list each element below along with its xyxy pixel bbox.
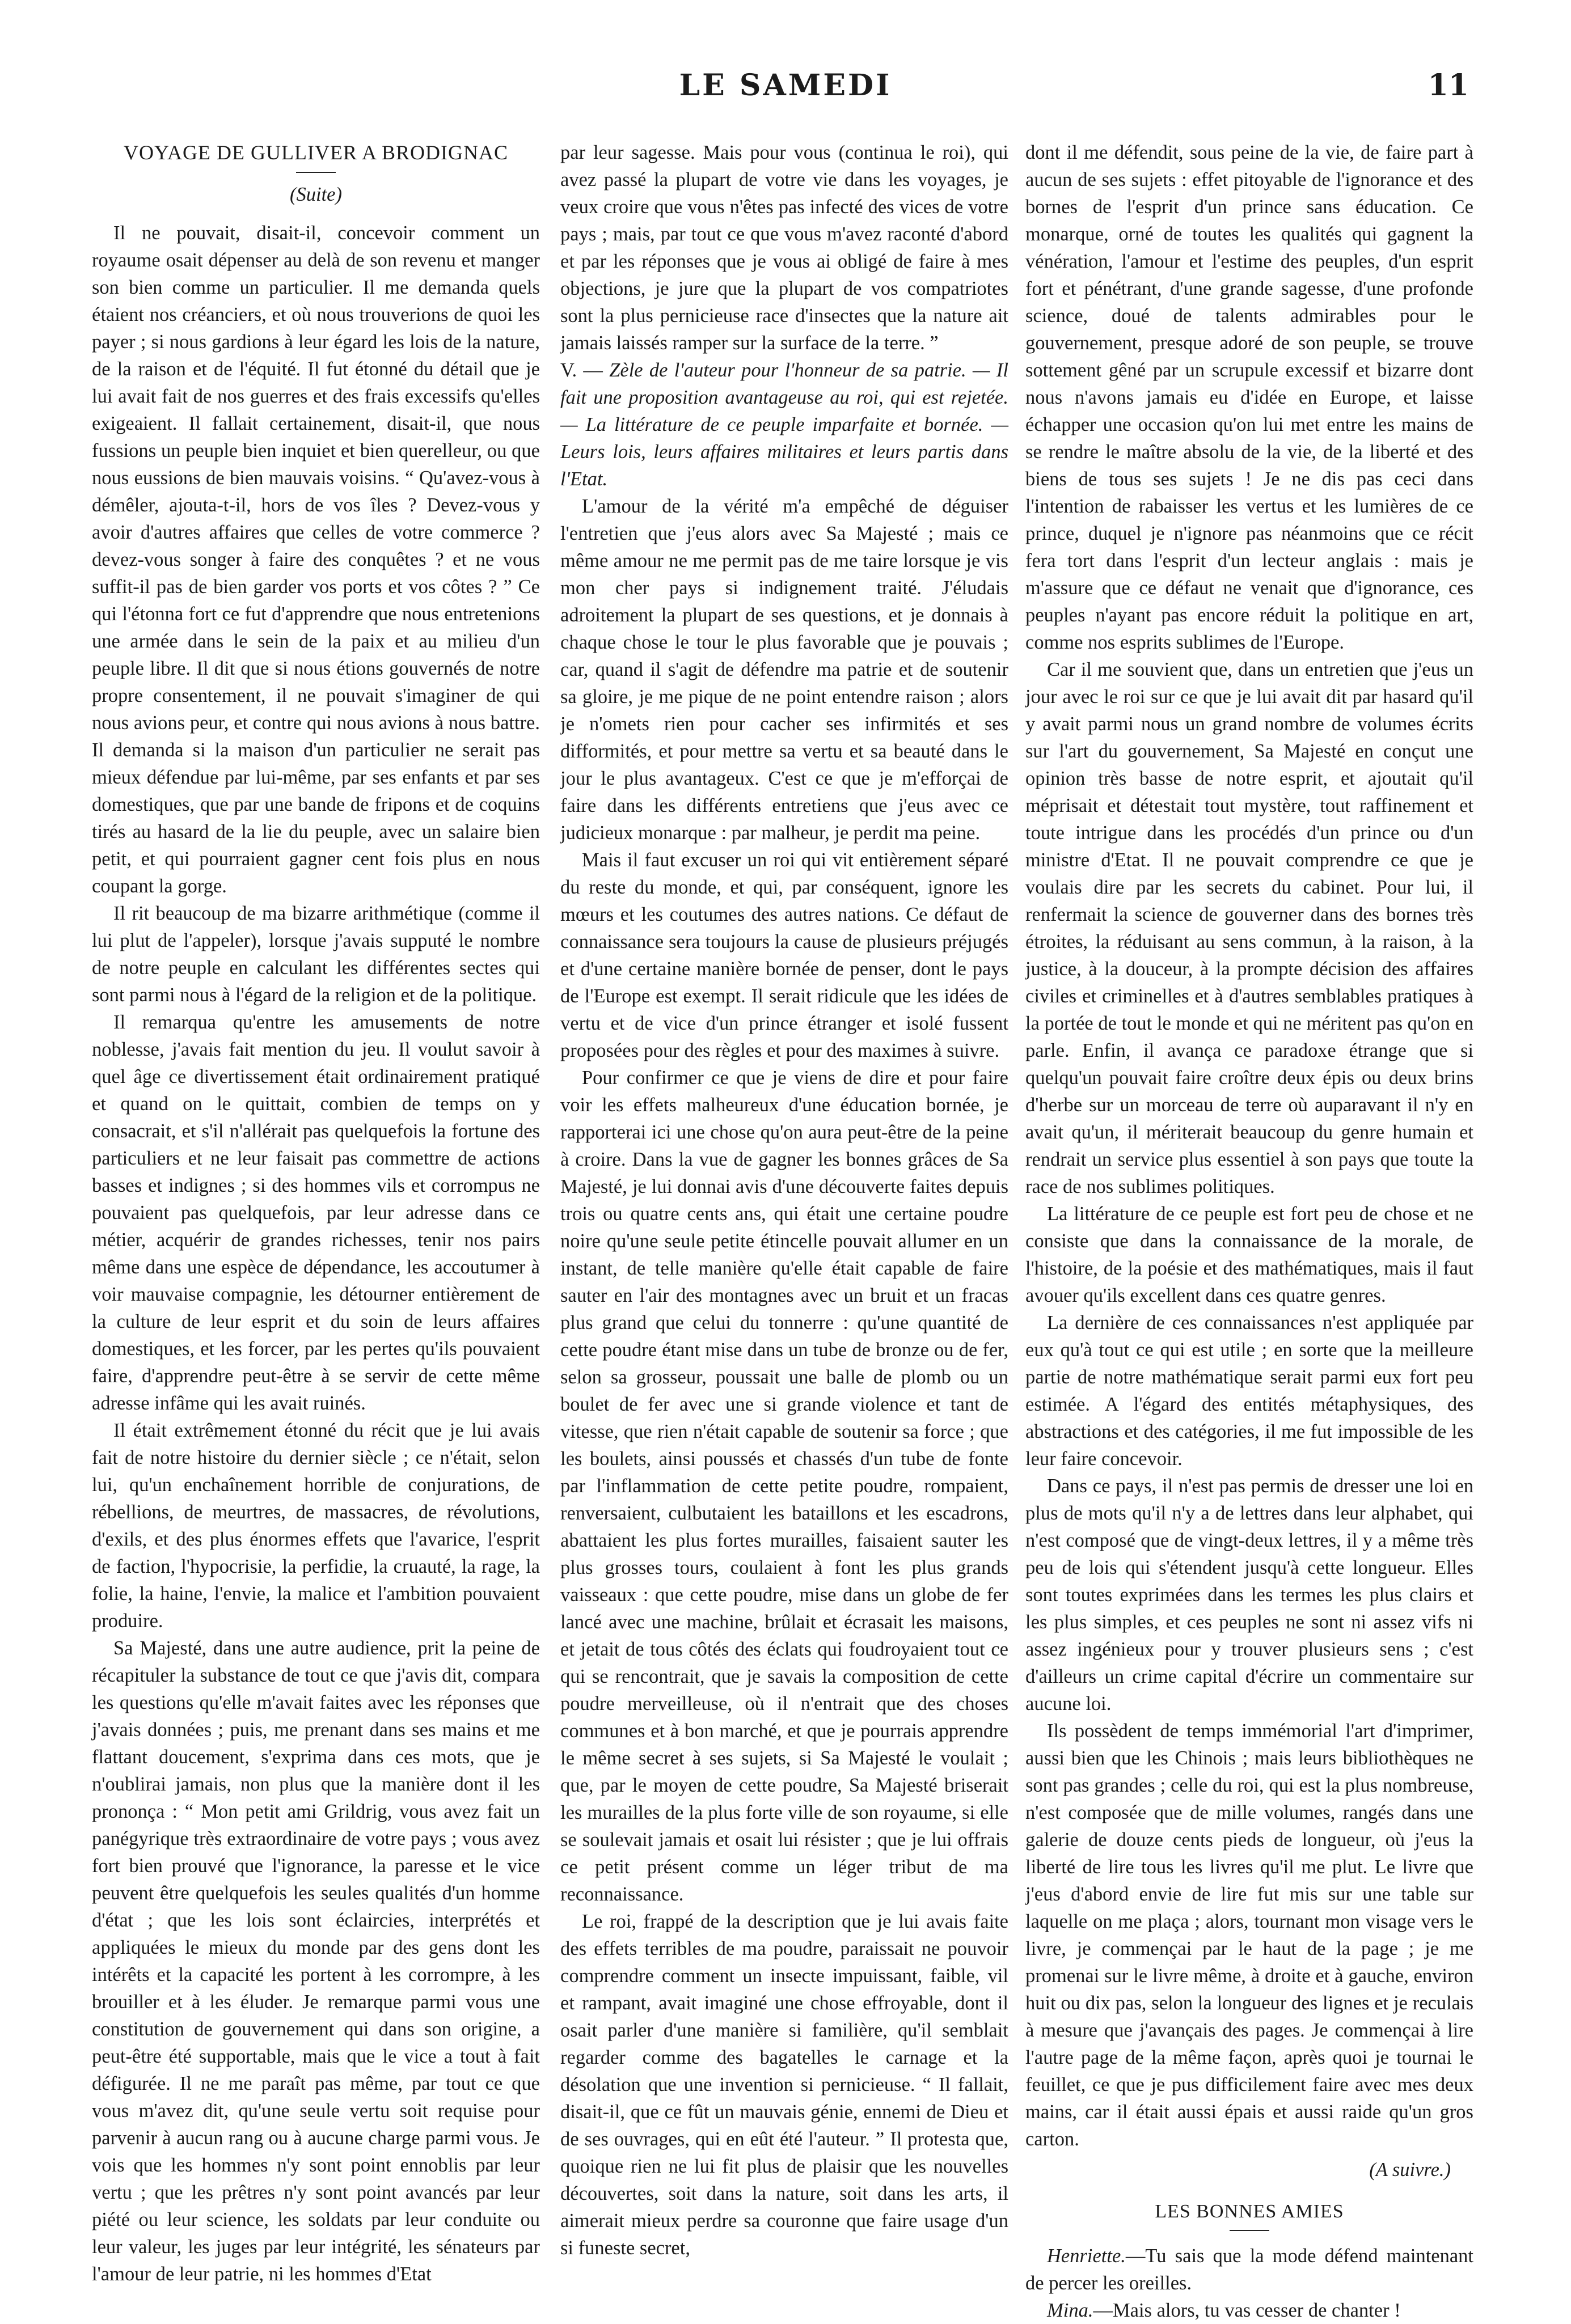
line-text: —Mais alors, tu vas cesser de chanter ! [1093,2300,1401,2321]
chapter-summary [560,357,1008,493]
dialogue-line [1025,2242,1473,2297]
paragraph: Car il me souvient que, dans un entretien que j'eus un jour avec le roi sur ce que je lui avait dit par hasard qu'il y avait parmi nous un grand nombre de volumes écrits sur l'art du gouvernement, Sa Majesté en conçut une opinion très basse de notre esprit, et ajoutait qu'il méprisait et détestait tout mystère, tout raffinement et toute intrigue dans les procédés d'un prince ou d'un ministre d'Etat. Il ne pouvait comprendre ce que je voulais dire par les secrets du cabinet. Pour lui, il renfermait la science de gouverner dans des bornes très étroites, la réduisant au sens commun, à la raison, à la justice, à la douceur, à la promptе décision des affaires civiles et criminelles et à d'autres semblables pratiques à la portée de tout le monde et qui ne méritent pas qu'on en parle. Enfin, il avança ce paradoxe étrange que si quelqu'un pouvait faire croître deux épis ou deux brins d'herbe sur un morceau de terre où auparavant il n'y en avait qu'un, il mériterait beaucoup du genre humain et rendrait un service plus essentiel à son pays que toute la race de nos sublimes politiques. [1025,659,1473,1197]
masthead: LE SAMEDI [679,68,892,103]
paragraph: par leur sagesse. Mais pour vous (continua le roi), qui avez passé la plupart de votre vie dans les voyages, je veux croire que vous n'êtes pas infecté des vices de votre pays ; mais, par tout ce que vous m'avez raconté d'abord et par les réponses que je vous ai obligé de faire à mes objections, je jure que la plupart de vos compatriotes sont la plus pernicieuse race d'insectes que la nature ait jamais laissés ramper sur la surface de la terre. ” [560,142,1008,354]
section-title: LES BONNES AMIES [1155,2201,1344,2222]
paragraph: L'amour de la vérité m'a empêché de déguiser l'entretien que j'eus alors avec Sa Majesté ; mais ce même amour ne me permit pas de me taire lorsque je vis mon cher pays si indignement traité. J'éludais adroitement la plupart de ses questions, et je donnais à chaque chose le tour le plus favorable que je pouvais ; car, quand il s'agit de défendre ma patrie et de soutenir sa gloire, je me pique de ne point entendre raison ; alors je n'omets rien pour cacher ses infirmités et ses difformités, et pour mettre sa vertu et sa beauté dans le jour le plus avantageux. C'est ce que je m'efforçai de faire dans les différents entretiens que j'eus avec ce judicieux monarque : par malheur, je perdit ma peine. [560,496,1008,844]
paragraph: Pour confirmer ce que je viens de dire et pour faire voir les effets malheureux d'une éducation bornée, je rapporterai ici une chose qu'on aura peut-être de la peine à croire. Dans la vue de gagner les bonnes grâces de Sa Majesté, je lui donnai avis d'une découverte faites depuis trois ou quatre cents ans, qui était une certaine poudre noire qu'une seule petite étincelle pouvait allumer en un instant, de telle manière qu'elle était capable de faire sauter en l'air des montagnes avec un bruit et un fracas plus grand que celui du tonnerre : qu'une quantité de cette poudre étant mise dans un tube de bronze ou de fer, selon sa grosseur, poussait une balle de plomb ou un boulet de fer avec une si grande violence et tant de vitesse, que rien n'était capable de soutenir sa force ; que les boulets, ainsi poussés et chassés d'un tube de fonte par l'inflammation de cette petite poudre, rompaient, renversaient, culbutaient les bataillons et les escadrons, abattaient les plus fortes murailles, faisaient sauter les plus grosses tours, coulaient à font les plus grands vaisseaux : que cette poudre, mise dans un globe de fer lancé avec une machine, brûlait et écrasait les maisons, et jetait de tous côtés des éclats qui foudroyaient tout ce qui se rencontrait, que je savais la composition de cette poudre merveilleuse, où il n'entrait que des choses communes et à bon marché, et que je pourrais apprendre le même secret à ses sujets, si Sa Majesté le voulait ; que, par le moyen de cette poudre, Sa Majesté briserait les murailles de la plus forte ville de son royaume, si elle se soulevait jamais et osait lui résister ; que je lui offrais ce petit présent comme un léger tribut de ma reconnaissance. [560,1067,1008,1905]
chapter-number: V. — [560,359,603,381]
paragraph: La dernière de ces connaissances n'est appliquée par eux qu'à tout ce qui est utile ; en sorte que la meilleure partie de notre mathématique serait parmi eux fort peu estimée. A l'égard des entités métaphysiques, des abstractions et des catégories, il me fut impossible de les leur faire concevoir. [1025,1312,1473,1470]
paragraph: Dans ce pays, il n'est pas permis de dresser une loi en plus de mots qu'il n'y a de lettres dans leur alphabet, qui n'est composé que de vingt-deux lettres, il y a même très peu de lois qui s'étendent jusqu'à cette longueur. Elles sont toutes exprimées dans les termes les plus clairs et les plus simples, et ces peuples ne sont ni assez vifs ni assez ingénieux pour y trouver plusieurs sens ; c'est d'ailleurs un crime capital d'écrire un commentaire sur aucune loi. [1025,1475,1473,1715]
paragraph: dont il me défendit, sous peine de la vie, de faire part à aucun de ses sujets : effet pitoyable de l'ignorance et des bornes de l'esprit d'un prince sans éducation. Ce monarque, orné de toutes les qualités qui gagnent la vénération, l'amour et l'estime des peuples, d'un esprit fort et pénétrant, d'une grande sagesse, d'une profonde science, doué de talents admirables pour le gouvernement, presque adoré de son peuple, se trouve sottement gêné par un scrupule excessif et bizarre dont nous n'avons jamais eu d'idée en Europe, et laisse échapper une occasion qu'on lui met entre les mains de se rendre le maître absolu de la vie, de la liberté et des biens de tous ses sujets ! Je ne dis pas ceci dans l'intention de rabaisser les vertus et les lumières de ce prince, duquel je n'ignore pas néanmoins que ce récit fera tort dans l'esprit d'un lecteur anglais : mais je m'assure que ce défaut ne venait que d'ignorance, ces peuples n'ayant pas encore réduit la politique en art, comme nos esprits sublimes de l'Europe. [1025,142,1473,653]
column-3 [1025,139,1473,2321]
paragraph: Mais il faut excuser un roi qui vit entièrement séparé du reste du monde, et qui, par conséquent, ignore les mœurs et les coutumes des autres nations. Ce défaut de connaissance sera toujours la cause de plusieurs préjugés et d'une certaine manière bornée de penser, dont le pays de l'Europe est exempt. Il serait ridicule que les idées de vertu et de vice d'un prince étranger et isolé fussent proposées pour des règles et pour des maximes à suivre. [560,849,1008,1061]
speaker: Henriette. [1047,2245,1126,2267]
dialogue-line [1025,2297,1473,2324]
speaker: Mina. [1047,2300,1093,2321]
paragraph: Il rit beaucoup de ma bizarre arithmétique (comme il lui plut de l'appeler), lorsque j'avais supputé le nombre de notre peuple en calculant les différentes sectes qui sont parmi nous à l'égard de la religion et de la politique. [92,903,540,1006]
chapter-summary-text: Zèle de l'auteur pour l'honneur de sa patrie. — Il fait une proposition avantageuse au roi, qui est rejetée. — La littérature de ce peuple imparfaite et bornée. — Leurs lois, leurs affaires militaires et leurs partis dans l'Etat. [560,359,1008,490]
paragraph: La littérature de ce peuple est fort peu de chose et ne consiste que dans la connaissance de la morale, de l'histoire, de la poésie et des mathématiques, mais il faut avouer qu'ils excellent dans ces quatre genres. [1025,1203,1473,1306]
paragraph: Il remarqua qu'entre les amusements de notre noblesse, j'avais fait mention du jeu. Il voulut savoir à quel âge ce divertissement était ordinairement pratiqué et quand on le quittait, combien de temps on y consacrait, et s'il n'allérait pas quelquefois la fortune des particuliers et ne leur faisait pas commettre de actions basses et indignes ; si des hommes vils et corrompus ne pouvaient pas quelquefois, par leur adresse dans ce métier, acquérir de grandes richesses, tenir nos pairs même dans une espèce de dépendance, les accoutumer à voir mauvaise compagnie, les détourner entièrement de la culture de leur esprit et du soin de leurs affaires domestiques, et les forcer, par les pertes qu'ils pouvaient faire, d'apprendre peut-être à se servir de cette même adresse infâme qui les avait ruinés. [92,1011,540,1414]
section-rule [1230,2230,1269,2231]
line-text: —Tu sais que la mode défend maintenant de percer les oreilles. [1025,2245,1473,2294]
paragraph: Il était extrêmement étonné du récit que je lui avais fait de notre histoire du dernier siècle ; ce n'était, selon lui, qu'un enchaînement horrible de conjurations, de rébellions, de meurtres, de massacres, de révolutions, d'exils, et des plus énormes effets que l'avarice, l'esprit de faction, l'hypocrisie, la perfidie, la cruauté, la rage, la folie, la haine, l'envie, la malice et l'ambition pouvaient produire. [92,1420,540,1632]
paragraph: Sa Majesté, dans une autre audience, prit la peine de récapituler la substance de tout ce que j'avis dit, compara les questions qu'elle m'avait faites avec les réponses que j'avais données ; puis, me prenant dans ses mains et me flattant doucement, s'exprima dans ces mots, que je n'oublirai jamais, non plus que la manière dont il les prononça : “ Mon petit ami Grildrig, vous avez fait un panégyrique très extraordinaire de votre pays ; vous avez fort bien prouvé que l'ignorance, la paresse et le vice peuvent être quelquefois les seules qualités d'un homme d'état ; que les lois sont éclaircies, interprétés et appliquées le mieux du monde par des gens dont les intérêts et la capacité les portent à les corrompre, à les brouiller et à les éluder. Je remarque parmi vous une constitution de gouvernement qui dans son origine, a peut-être été supportable, mais que le vice a tout à fait défigurée. Il ne me paraît pas même, par tout ce que vous m'avez dit, qu'une seule vertu soit requise pour parvenir à aucun rang ou à aucune charge parmi vous. Je vois que les hommes n'y sont point ennoblis par leur vertu ; que les prêtres n'y sont point avancés par leur piété ou leur science, les soldats par leur conduite ou leur valeur, les juges par leur intégrité, les sénateurs par l'amour de leur patrie, ni les hommes d'Etat [92,1637,540,2285]
title-rule [296,172,336,173]
article-title: VOYAGE DE GULLIVER A BRODIGNAC [124,141,508,164]
article-suite: (Suite) [290,184,342,205]
to-be-continued: (A suivre.) [1369,2159,1451,2181]
paragraph: Ils possèdent de temps immémorial l'art d'imprimer, aussi bien que les Chinois ; mais leurs bibliothèques ne sont pas grandes ; celle du roi, qui est la plus nombreuse, n'est composée que de mille volumes, rangés dans une galerie de douze cents pieds de longueur, où j'eus la liberté de lire tous les livres qu'il me plut. Le livre que j'eus d'abord envie de lire fut mis sur une table sur laquelle on me plaça ; alors, tournant mon visage vers le livre, je commençai par le haut de la page ; je me promenai sur le livre même, à droite et à gauche, environ huit ou dix pas, selon la longueur des lignes et je reculais à mesure que j'avançais des pages. Je commençai à lire l'autre page de la même façon, après quoi je tournai le feuillet, ce que je pus difficilement faire avec mes deux mains, car il était aussi épais et aussi raide qu'un gros carton. [1025,1720,1473,2150]
paragraph: Le roi, frappé de la description que je lui avais faite des effets terribles de ma poudre, paraissait ne pouvoir comprendre comment un insecte impuissant, faible, vil et rampant, avait imaginé une chose effroyable, dont il osait parler d'une manière si familière, qu'il semblait regarder comme des bagatelles le carnage et la désolation que une invention si pernicieuse. “ Il fallait, disait-il, que ce fût un mauvais génie, ennemi de Dieu et de ses ouvrages, qui en eût été l'auteur. ” Il protesta que, quoique rien ne lui fit plus de plaisir que les nouvelles découvertes, soit dans la nature, soit dans les arts, il aimerait mieux perdre sa couronne que faire usage d'un si funeste secret, [560,1911,1008,2259]
paragraph: Il ne pouvait, disait-il, concevoir comment un royaume osait dépenser au delà de son revenu et manger son bien comme un particulier. Il me demanda quels étaient nos créanciers, et où nous trouverions de quoi les payer ; si nous gardions à leur égard les lois de la nature, de la raison et de l'équité. Il fut étonné du détail que je lui avait fait de nos guerres et des frais excessifs qu'elles exigeaient. Il fallait certainement, disait-il, que nous fussions un peuple bien inquiet et bien querelleur, ou que nous eussions de bien mauvais voisins. “ Qu'avez-vous à démêler, ajouta-t-il, hors de vos îles ? Devez-vous y avoir d'autres affaires que celles de votre commerce ? devez-vous songer à faire des conquêtes ? et ne vous suffit-il pas de bien garder vos ports et vos côtes ? ” Ce qui l'étonna fort ce fut d'apprendre que nous entretenions une armée dans le sein de la paix et au milieu d'un peuple libre. Il dit que si nous étions gouvernés de notre propre consentement, il ne pouvait s'imaginer de qui nous avions peur, et contre qui nous avions à nous battre. Il demanda si la maison d'un particulier ne serait pas mieux défendue par lui-même, par ses enfants et par ses domestiques, que par une bande de fripons et de coquins tirés au hasard de la lie du peuple, avec un salaire bien petit, et qui pourraient gagner cent fois plus en nous coupant la gorge. [92,222,540,897]
column-1 [92,139,540,2285]
page-number: 11 [1428,68,1469,103]
column-2 [560,139,1008,2282]
page-header [102,68,1469,136]
